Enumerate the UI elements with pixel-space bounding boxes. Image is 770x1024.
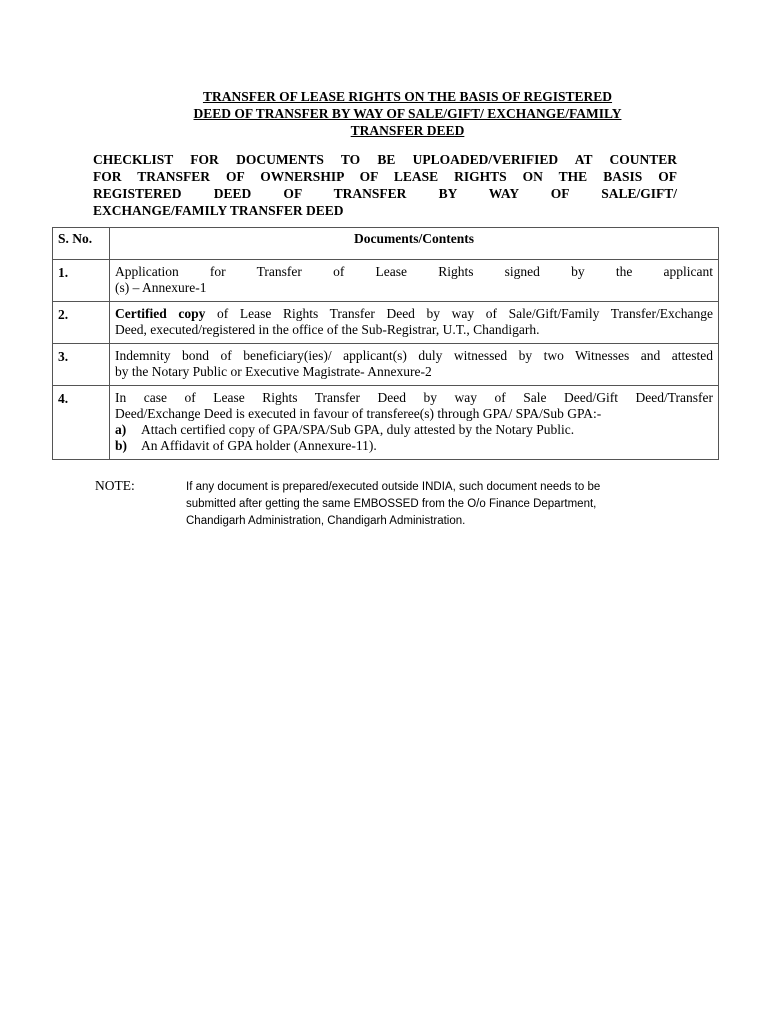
row-text-line: Application for Transfer of Lease Rights signed by the applicant [115, 264, 713, 279]
row-number: 2. [53, 302, 110, 344]
table-row [53, 386, 719, 460]
note-text [186, 479, 686, 530]
note-line-2: submitted after getting the same EMBOSSED from the O/o Finance Department, [186, 498, 597, 510]
row-text-line: Indemnity bond of beneficiary(ies)/ applicant(s) duly witnessed by two Witnesses and attested [115, 348, 713, 363]
row-text-line: In case of Lease Rights Transfer Deed by way of Sale Deed/Gift Deed/Transfer [115, 390, 713, 405]
row-number: 1. [53, 260, 110, 302]
note-line-3: Chandigarh Administration, Chandigarh Administration. [186, 515, 466, 527]
title-line-2: DEED OF TRANSFER BY WAY OF SALE/GIFT/ EXCHANGE/FAMILY [193, 106, 622, 121]
header-documents: Documents/Contents [110, 228, 719, 260]
table-row [53, 302, 719, 344]
list-marker: b) [115, 438, 128, 453]
table-header-row [53, 228, 719, 260]
title-line-1: TRANSFER OF LEASE RIGHTS ON THE BASIS OF REGISTERED [202, 89, 613, 104]
row-text-line [115, 306, 713, 322]
list-marker: a) [115, 422, 127, 437]
documents-table [52, 227, 719, 460]
title-line-3: TRANSFER DEED [350, 123, 465, 138]
list-item [115, 422, 713, 438]
table-row [53, 260, 719, 302]
row-contents [110, 302, 719, 344]
checklist-line-3: REGISTERED DEED OF TRANSFER BY WAY OF SALE/GIFT/ [93, 186, 677, 201]
checklist-line-2: FOR TRANSFER OF OWNERSHIP OF LEASE RIGHTS ON THE BASIS OF [93, 169, 677, 184]
list-item-text: Attach certified copy of GPA/SPA/Sub GPA, duly attested by the Notary Public. [141, 422, 575, 437]
list-item [115, 438, 713, 454]
row-contents [110, 344, 719, 386]
checklist-line-4: EXCHANGE/FAMILY TRANSFER DEED [93, 203, 344, 218]
row-text-line: Deed/Exchange Deed is executed in favour of transferee(s) through GPA/ SPA/Sub GPA:- [115, 406, 602, 421]
row-number: 4. [53, 386, 110, 460]
document-title [140, 88, 675, 139]
certified-copy-label: Certified copy [115, 306, 206, 321]
row-text-line: by the Notary Public or Executive Magistrate- Annexure-2 [115, 364, 432, 379]
row-number: 3. [53, 344, 110, 386]
row-text-line: Deed, executed/registered in the office of the Sub-Registrar, U.T., Chandigarh. [115, 322, 540, 337]
checklist-heading [93, 151, 677, 219]
checklist-line-1: CHECKLIST FOR DOCUMENTS TO BE UPLOADED/VERIFIED AT COUNTER [93, 152, 677, 167]
row-text-line: (s) – Annexure-1 [115, 280, 207, 295]
row-text-fragment: of Lease Rights Transfer Deed by way of Sale/Gift/Family Transfer/Exchange [205, 306, 714, 321]
table-row [53, 344, 719, 386]
header-sno: S. No. [53, 228, 110, 260]
list-item-text: An Affidavit of GPA holder (Annexure-11). [141, 438, 377, 453]
row-contents [110, 386, 719, 460]
note-label: NOTE: [95, 478, 135, 493]
note-line-1: If any document is prepared/executed outside INDIA, such document needs to be [186, 481, 601, 493]
row-contents [110, 260, 719, 302]
